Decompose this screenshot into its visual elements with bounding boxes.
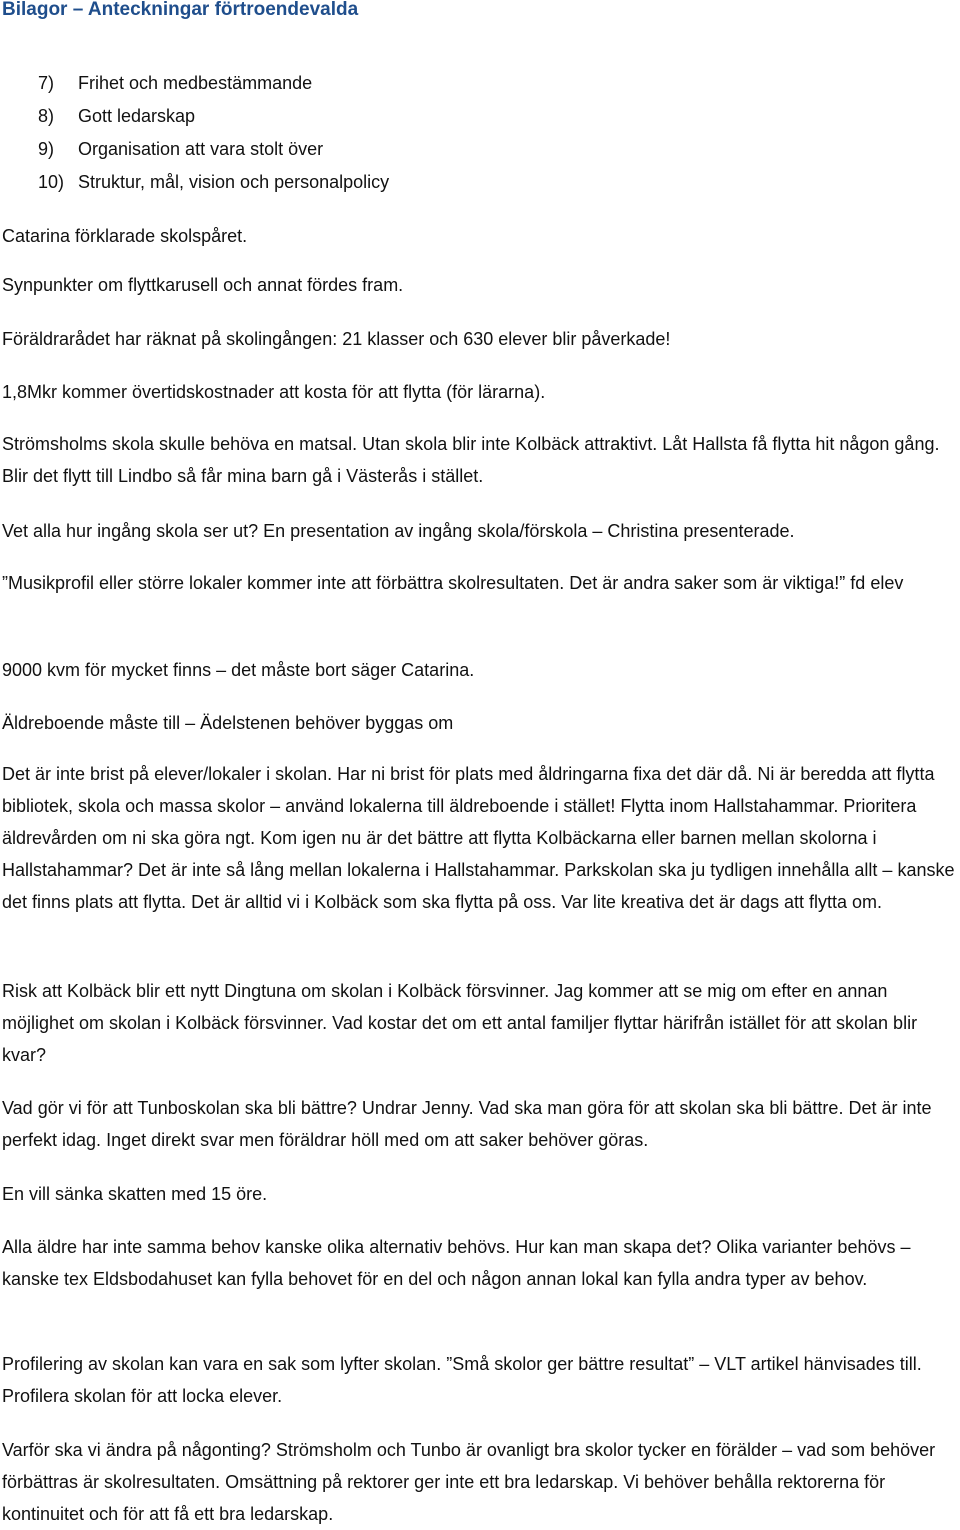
list-text: Gott ledarskap xyxy=(78,106,196,126)
paragraph: Varför ska vi ändra på någonting? Strömsholm och Tunbo är ovanligt bra skolor tycker en förälder – vad som behöver förbättras är skolresultaten. Omsättning på rektorer ger inte ett bra ledarskap. Vi behöver behålla rektorerna för kontinuitet och för att få ett bra ledarskap. xyxy=(2,1440,936,1524)
paragraph: Det är inte brist på elever/lokaler i skolan. Har ni brist för plats med åldringarna fixa det där då. Ni är beredda att flytta bibliotek, skola och massa skolor – använd lokalerna till äldreboende i stället! Flytta inom Hallstahammar. Prioritera äldrevården om ni ska göra ngt. Kom igen nu är det bättre att flytta Kolbäckarna eller barnen mellan skolorna i Hallstahammar? Det är inte så lång mellan lokalerna i Hallstahammar. Parkskolan ska ju tydligen innehålla allt – kanske det finns plats att flytta. Det är alltid vi i Kolbäck som ska flytta på oss. Var lite kreativa det är dags att flytta om. xyxy=(2,764,955,912)
paragraph: En vill sänka skatten med 15 öre. xyxy=(2,1184,268,1204)
list-text: Organisation att vara stolt över xyxy=(78,139,324,159)
list-item xyxy=(38,166,389,199)
list-number: 10) xyxy=(38,172,65,192)
paragraph: Vet alla hur ingång skola ser ut? En presentation av ingång skola/förskola – Christina presenterade. xyxy=(2,521,795,541)
list-item xyxy=(38,67,389,100)
paragraph: Äldreboende måste till – Ädelstenen behöver byggas om xyxy=(2,713,454,733)
list-item xyxy=(38,100,389,133)
list-number: 7) xyxy=(38,73,55,93)
document-title: Bilagor – Anteckningar förtroendevalda xyxy=(2,0,359,20)
paragraph: 1,8Mkr kommer övertidskostnader att kosta för att flytta (för lärarna). xyxy=(2,382,546,402)
paragraph: Alla äldre har inte samma behov kanske olika alternativ behövs. Hur kan man skapa det? Olika varianter behövs – kanske tex Eldsbodahuset kan fylla behovet för en del och någon annan lokal kan fylla andra typer av behov. xyxy=(2,1237,911,1289)
list-number: 8) xyxy=(38,106,55,126)
paragraph: Vad gör vi för att Tunboskolan ska bli bättre? Undrar Jenny. Vad ska man göra för att skolan ska bli bättre. Det är inte perfekt idag. Inget direkt svar men föräldrar höll med om att saker behöver göras. xyxy=(2,1098,932,1150)
list-item xyxy=(38,133,389,166)
list-number: 9) xyxy=(38,139,55,159)
numbered-list xyxy=(38,67,389,199)
paragraph: Risk att Kolbäck blir ett nytt Dingtuna om skolan i Kolbäck försvinner. Jag kommer att se mig om efter en annan möjlighet om skolan i Kolbäck försvinner. Vad kostar det om ett antal familjer flyttar härifrån istället för att skolan blir kvar? xyxy=(2,981,918,1065)
paragraph: Strömsholms skola skulle behöva en matsal. Utan skola blir inte Kolbäck attraktivt. Låt Hallsta få flytta hit någon gång. Blir det flytt till Lindbo så får mina barn gå i Västerås i stället. xyxy=(2,434,940,486)
paragraph: ”Musikprofil eller större lokaler kommer inte att förbättra skolresultaten. Det är andra saker som är viktiga!” fd elev xyxy=(2,573,904,593)
list-text: Struktur, mål, vision och personalpolicy xyxy=(78,172,390,192)
paragraph: Föräldrarådet har räknat på skolingången: 21 klasser och 630 elever blir påverkade! xyxy=(2,329,671,349)
paragraph: Synpunkter om flyttkarusell och annat fördes fram. xyxy=(2,275,404,295)
list-text: Frihet och medbestämmande xyxy=(78,73,313,93)
paragraph: Catarina förklarade skolspåret. xyxy=(2,226,248,246)
paragraph: Profilering av skolan kan vara en sak som lyfter skolan. ”Små skolor ger bättre resultat” – VLT artikel hänvisades till. Profilera skolan för att locka elever. xyxy=(2,1354,922,1406)
paragraph: 9000 kvm för mycket finns – det måste bort säger Catarina. xyxy=(2,660,475,680)
